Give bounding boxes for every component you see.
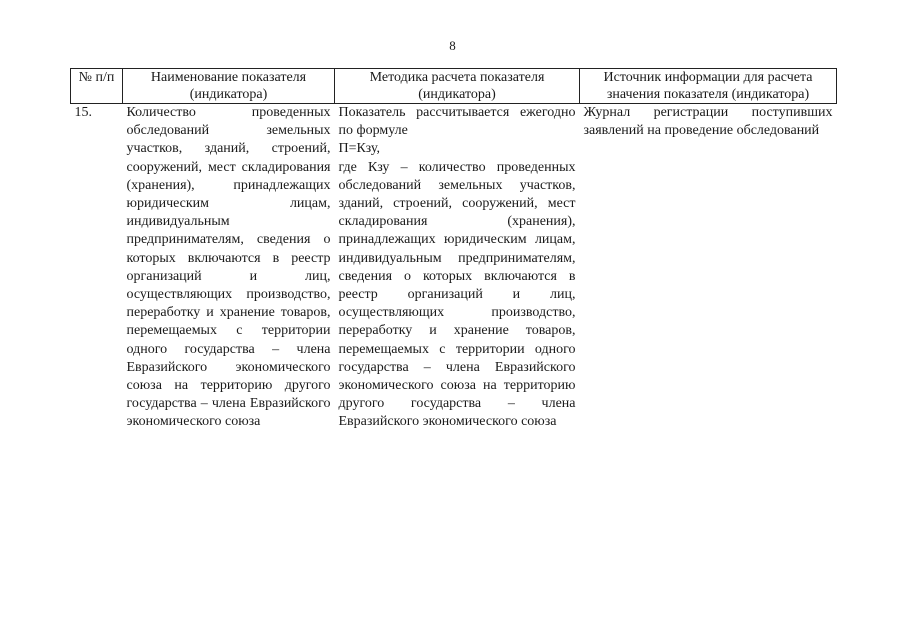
table-header-row (71, 69, 837, 104)
table-row (71, 104, 837, 432)
method-intro: Показатель рассчитывается ежегодно по формуле (338, 105, 576, 139)
page-number: 8 (449, 38, 456, 53)
method-text: где Кзу – количество проведенных обследований земельных участков, зданий, строений, сооружений, мест складирования (хранения), принадлежащих юридическим лицам, индивидуальным предпринимателям, сведения о которых включаются в реестр организаций и лиц, осуществляющих производство, переработку и хранение товаров, перемещаемых с территории одного государства – члена Евразийского экономического союза на территорию другого государства – члена Евразийского экономического союза (338, 159, 576, 430)
row-name: Количество проведенных обследований земельных участков, зданий, строений, сооружений, мест складирования (хранения), принадлежащих юридическим лицам, индивидуальным предпринимателям, сведения о которых включаются в реестр организаций и лиц, осуществляющих производство, переработку и хранение товаров, перемещаемых с территории одного государства – члена Евразийского экономического союза на территорию другого государства – члена Евразийского экономического союза (126, 105, 331, 430)
indicator-table (70, 68, 837, 432)
method-formula: П=Кзу, (338, 141, 380, 157)
header-name: Наименование показателя (индикатора) (123, 69, 335, 104)
row-method (335, 104, 580, 432)
row-source: Журнал регистрации поступивших заявлений на проведение обследований (583, 105, 833, 139)
header-num: № п/п (71, 69, 123, 104)
header-source: Источник информации для расчета значения показателя (индикатора) (580, 69, 837, 104)
row-num: 15. (74, 105, 92, 120)
header-method: Методика расчета показателя (индикатора) (335, 69, 580, 104)
